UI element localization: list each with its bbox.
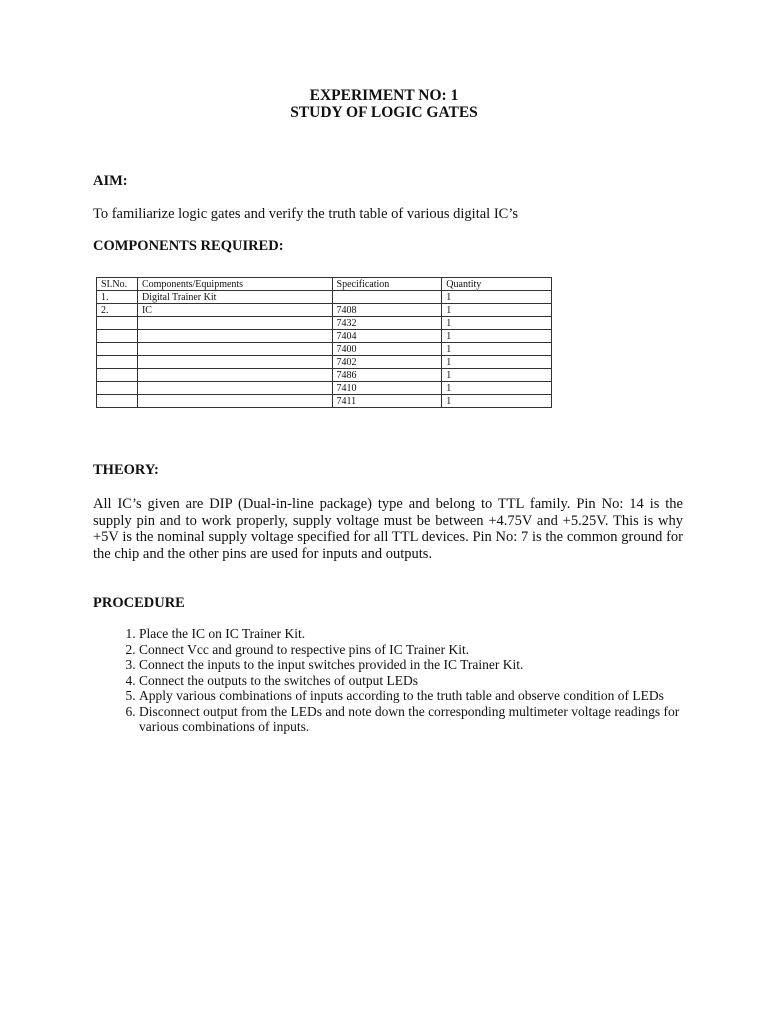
- table-cell: [137, 330, 332, 343]
- table-cell: 7404: [332, 330, 442, 343]
- table-cell: [137, 369, 332, 382]
- theory-text: All IC’s given are DIP (Dual-in-line package) type and belong to TTL family. Pin No: 14 is the supply pin and to work properly, supply voltage must be between +4.75V and +5.25V. This is why +5V is the nominal supply voltage specified for all TTL devices. Pin No: 7 is the common ground for the chip and the other pins are used for inputs and outputs.: [93, 496, 683, 562]
- table-cell: [97, 317, 138, 330]
- table-cell: 7408: [332, 304, 442, 317]
- list-item: 2. Connect Vcc and ground to respective pins of IC Trainer Kit.: [139, 642, 699, 658]
- list-item: 4. Connect the outputs to the switches of output LEDs: [139, 673, 699, 689]
- components-table: [96, 277, 552, 408]
- table-row: [97, 330, 552, 343]
- table-cell: 2.: [97, 304, 138, 317]
- table-cell: [137, 356, 332, 369]
- table-cell: [137, 343, 332, 356]
- table-cell: IC: [137, 304, 332, 317]
- list-item: 6. Disconnect output from the LEDs and note down the corresponding multimeter voltage readings for various combinations of inputs.: [139, 704, 699, 735]
- column-header: Specification: [332, 278, 442, 291]
- table-row: [97, 343, 552, 356]
- table-row: [97, 356, 552, 369]
- table-cell: 1: [442, 356, 552, 369]
- aim-text: To familiarize logic gates and verify the truth table of various digital IC’s: [93, 206, 518, 222]
- table-row: [97, 304, 552, 317]
- table-cell: [137, 382, 332, 395]
- table-cell: [332, 291, 442, 304]
- table-row: [97, 395, 552, 408]
- table-cell: 1: [442, 304, 552, 317]
- table-cell: 1: [442, 343, 552, 356]
- table-cell: [97, 356, 138, 369]
- table-cell: 7400: [332, 343, 442, 356]
- theory-heading: THEORY:: [93, 462, 159, 478]
- table-cell: 1: [442, 382, 552, 395]
- table-cell: [97, 369, 138, 382]
- table-cell: 7486: [332, 369, 442, 382]
- table-cell: 7410: [332, 382, 442, 395]
- table-cell: Digital Trainer Kit: [137, 291, 332, 304]
- table-row: [97, 291, 552, 304]
- table-cell: 1: [442, 330, 552, 343]
- list-item: 1. Place the IC on IC Trainer Kit.: [139, 626, 699, 642]
- table-cell: [137, 317, 332, 330]
- column-header: Quantity: [442, 278, 552, 291]
- table-cell: 1: [442, 317, 552, 330]
- experiment-number: EXPERIMENT NO: 1: [309, 87, 459, 104]
- table-cell: 1: [442, 395, 552, 408]
- procedure-list: [93, 626, 699, 735]
- procedure-heading: PROCEDURE: [93, 595, 185, 611]
- list-item: 5. Apply various combinations of inputs according to the truth table and observe condition of LEDs: [139, 688, 699, 704]
- list-item: 3. Connect the inputs to the input switches provided in the IC Trainer Kit.: [139, 657, 699, 673]
- table-row: [97, 317, 552, 330]
- table-header-row: [97, 278, 552, 291]
- table-cell: 7432: [332, 317, 442, 330]
- table-cell: 1: [442, 369, 552, 382]
- table-cell: 7402: [332, 356, 442, 369]
- table-row: [97, 369, 552, 382]
- table-cell: [97, 395, 138, 408]
- table-cell: [137, 395, 332, 408]
- aim-heading: AIM:: [93, 173, 128, 189]
- experiment-title: STUDY OF LOGIC GATES: [290, 104, 478, 121]
- table-cell: [97, 330, 138, 343]
- table-row: [97, 382, 552, 395]
- components-heading: COMPONENTS REQUIRED:: [93, 238, 284, 254]
- column-header: Components/Equipments: [137, 278, 332, 291]
- table-cell: 7411: [332, 395, 442, 408]
- table-cell: [97, 343, 138, 356]
- table-cell: 1.: [97, 291, 138, 304]
- table-cell: [97, 382, 138, 395]
- table-cell: 1: [442, 291, 552, 304]
- column-header: SI.No.: [97, 278, 138, 291]
